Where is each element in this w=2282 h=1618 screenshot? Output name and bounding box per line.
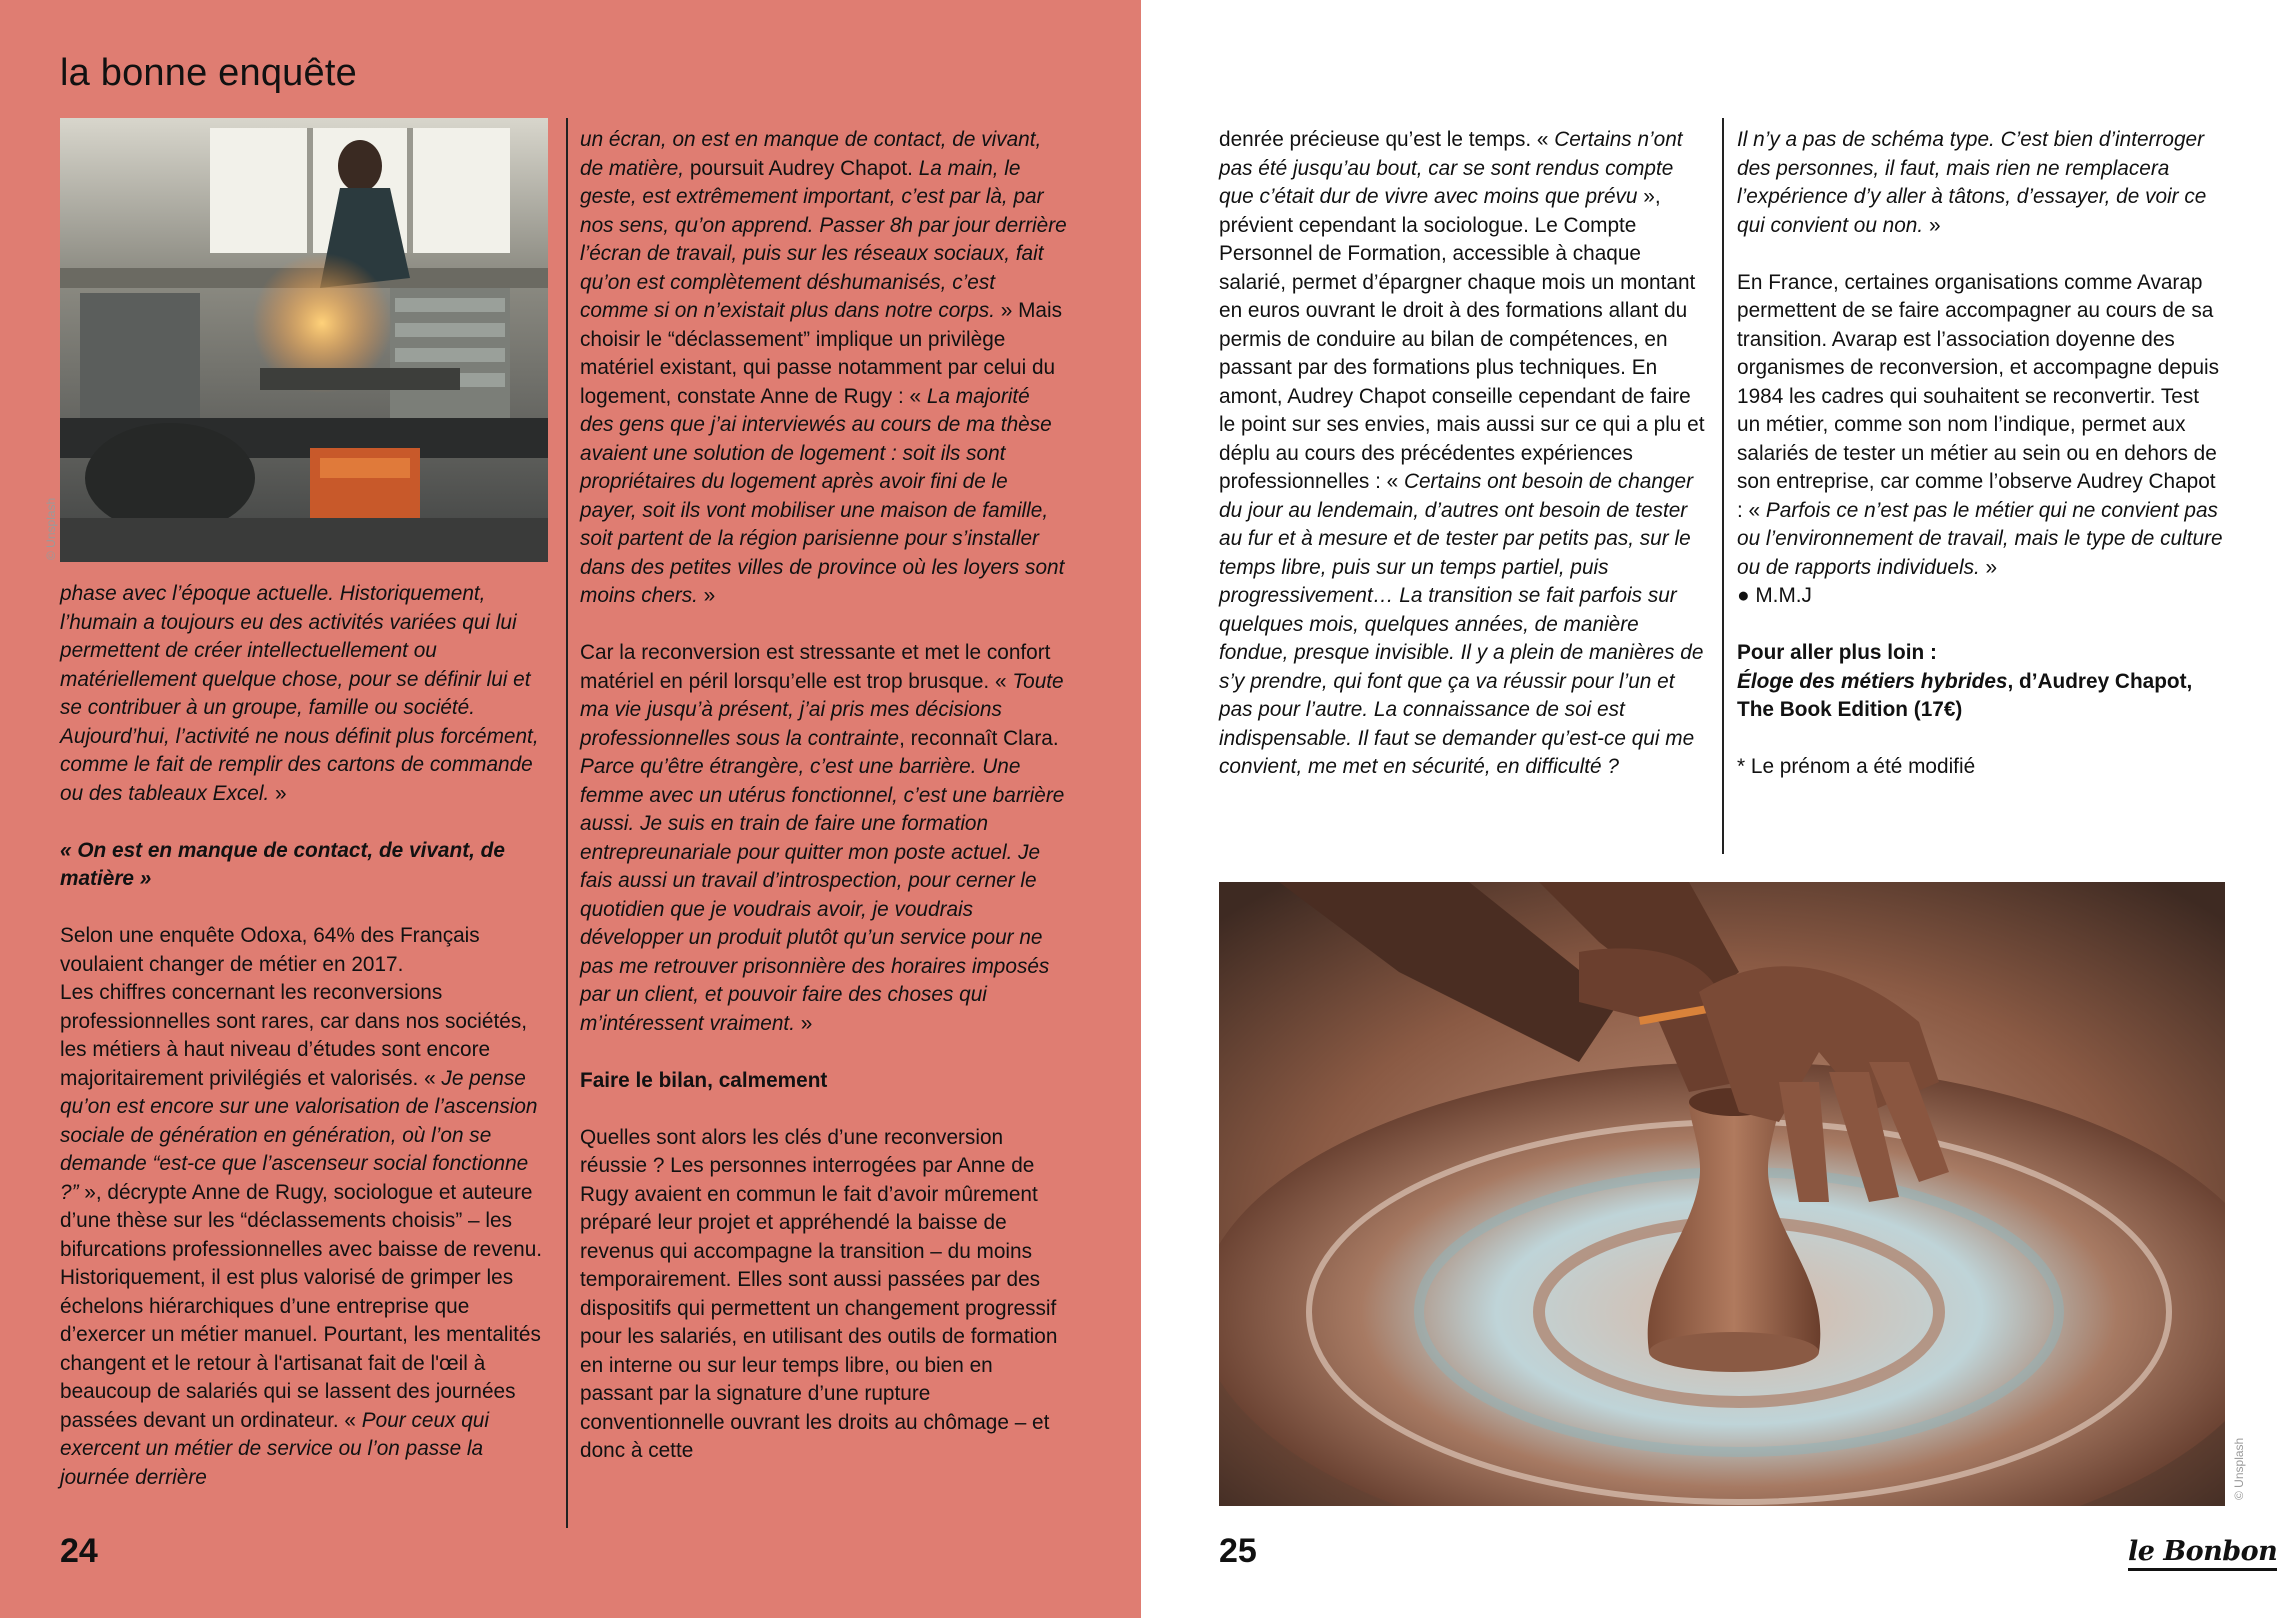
workshop-photo	[60, 118, 548, 562]
article-column-4	[1737, 126, 2227, 782]
column-1-heading: « On est en manque de contact, de vivant, de matière »	[60, 838, 505, 890]
article-column-2	[580, 126, 1068, 1466]
column-divider-right	[1722, 118, 1724, 854]
workshop-photo-credit: © Unsplash	[44, 497, 58, 560]
column-2-paragraph-3: Quelles sont alors les clés d’une reconversion réussie ? Les personnes interrogées par Anne de Rugy avaient en commun le fait d’avoir mûrement préparé leur projet et appréhendé la baisse de revenus qui accompagne la transition – du moins temporairement. Elles sont aussi passées par des dispositifs qui permettent un changement progressif pour les salariés, en utilisant des outils de formation en interne ou sur leur temps libre, ou bien en passant par la signature d’une rupture conventionnelle ouvrant les droits au chômage – et donc à cette	[580, 1125, 1058, 1462]
workshop-grinder-photo-illustration	[60, 118, 548, 562]
column-4-paragraph-2: En France, certaines organisations comme Avarap permettent de se faire accompagner au cours de sa transition. Avarap est l’association doyenne des organismes de reconversion, et accompagne depuis 1984 les cadres qui souhaitent se reconvertir. Test un métier, comme son nom l’indique, permet aux salariés de tester un métier au sein ou en dehors de son entreprise, car comme l’observe Audrey Chapot : « Parfois ce n’est pas le métier qui ne convient pas ou l’environnement de travail, mais le type de culture ou de rapports individuels. » ● M.M.J	[1737, 270, 2223, 607]
column-1-paragraph-2: Selon une enquête Odoxa, 64% des Français voulaient changer de métier en 2017.	[60, 924, 480, 976]
column-1-paragraph-1: phase avec l’époque actuelle. Historiquement, l’humain a toujours eu des activités variées qui lui permettent de créer intellectuellement ou matériellement quelque chose, pour se définir lui et se contribuer à un groupe, famille ou société. Aujourd’hui, l’activité ne nous définit plus forcément, comme le fait de remplir des cartons de commande ou des tableaux Excel. »	[60, 582, 539, 805]
page-number-right: 25	[1219, 1532, 1257, 1570]
further-reading: Pour aller plus loin : Éloge des métiers hybrides, d’Audrey Chapot, The Book Edition (17€)	[1737, 641, 2193, 721]
column-4-paragraph-1: Il n’y a pas de schéma type. C’est bien d’interroger des personnes, il faut, mais rien ne remplacera l’expérience d’y aller à tâtons, d’essayer, de voir ce qui convient ou non. »	[1737, 128, 2207, 237]
page-number-left: 24	[60, 1532, 98, 1570]
section-title: la bonne enquête	[60, 52, 357, 94]
pottery-photo-credit: © Unsplash	[2232, 1437, 2246, 1500]
magazine-logo: le Bonbon	[2128, 1536, 2277, 1567]
column-1-paragraph-3: Les chiffres concernant les reconversions professionnelles sont rares, car dans nos sociétés, les métiers à haut niveau d’études sont encore majoritairement privilégiés et valorisés. « Je pense qu’on est encore sur une valorisation de l’ascension sociale de génération en génération, où l’on se demande “est-ce que l’ascenseur social fonctionne ?” », décrypte Anne de Rugy, sociologue et auteure d’une thèse sur les “déclassements choisis” – les bifurcations professionnelles avec baisse de revenu. Historiquement, il est plus valorisé de grimper les échelons hiérarchiques d’une entreprise que d’exercer un métier manuel. Pourtant, les mentalités changent et le retour à l'artisanat fait de l'œil à beaucoup de salariés qui se lassent des journées passées devant un ordinateur. « Pour ceux qui exercent un métier de service ou l’on passe la journée derrière	[60, 981, 543, 1489]
author-signature: ● M.M.J	[1737, 584, 1812, 607]
book-title: Éloge des métiers hybrides	[1737, 669, 2008, 693]
footnote: * Le prénom a été modifié	[1737, 755, 1976, 778]
pottery-wheel-photo-illustration	[1219, 882, 2225, 1506]
column-2-paragraph-2: Car la reconversion est stressante et met le confort matériel en péril lorsqu’elle est trop brusque. « Toute ma vie jusqu’à présent, j’ai pris mes décisions professionnelles sous la contrainte, reconnaît Clara. Parce qu’être étrangère, c’est une barrière. Une femme avec un utérus fonctionnel, c’est une barrière aussi. Je suis en train de faire une formation entrepreunariale pour quitter mon poste actuel. Je fais aussi un travail d’introspection, pour cerner le quotidien que je voudrais avoir, je voudrais développer un produit plutôt qu’un service pour ne pas me retrouver prisonnière des horaires imposés par un client, et pouvoir faire des choses qui m’intéressent vraiment. »	[580, 641, 1065, 1035]
article-column-3	[1219, 126, 1707, 782]
pottery-photo	[1219, 882, 2225, 1506]
article-column-1	[60, 580, 552, 1492]
column-2-paragraph-1: un écran, on est en manque de contact, de vivant, de matière, poursuit Audrey Chapot. La main, le geste, est extrêmement important, c’est par là, par nos sens, qu’on apprend. Passer 8h par jour derrière l’écran de travail, puis sur les réseaux sociaux, fait qu’on est complètement déshumanisés, c’est comme si on n’existait plus dans notre corps. » Mais choisir le “déclassement” implique un privilège matériel existant, qui passe notamment par celui du logement, constate Anne de Rugy : « La majorité des gens que j’ai interviewés au cours de ma thèse avaient une solution de logement : soit ils sont propriétaires du logement après avoir fini de le payer, soit ils vont mobiliser une maison de famille, soit partent de la région parisienne pour s’installer dans des petites villes de province où les loyers sont moins chers. »	[580, 128, 1067, 607]
column-2-heading: Faire le bilan, calmement	[580, 1068, 828, 1092]
column-3-paragraph-1: denrée précieuse qu’est le temps. « Certains n’ont pas été jusqu’au bout, car se sont rendus compte que c’était dur de vivre avec moins que prévu », prévient cependant la sociologue. Le Compte Personnel de Formation, accessible à chaque salarié, permet d’épargner chaque mois un montant en euros ouvrant le droit à des formations allant du permis de conduire au bilan de compétences, en passant par des formations plus techniques. En amont, Audrey Chapot conseille cependant de faire le point sur ses envies, mais aussi sur ce qui a plu et déplu au cours des précédentes expériences professionnelles : « Certains ont besoin de changer du jour au lendemain, d’autres ont besoin de tester au fur et à mesure et de tester par petits pas, sur le temps libre, puis sur un temps partiel, puis progressivement… La transition se fait parfois sur quelques mois, quelques années, de manière fondue, presque invisible. Il y a plein de manières de s’y prendre, qui font que ça va réussir pour l’un et pas pour l’autre. La connaissance de soi est indispensable. Il faut se demander qu’est-ce qui me convient, me met en sécurité, en difficulté ?	[1219, 128, 1705, 778]
column-divider-left	[566, 118, 568, 1528]
